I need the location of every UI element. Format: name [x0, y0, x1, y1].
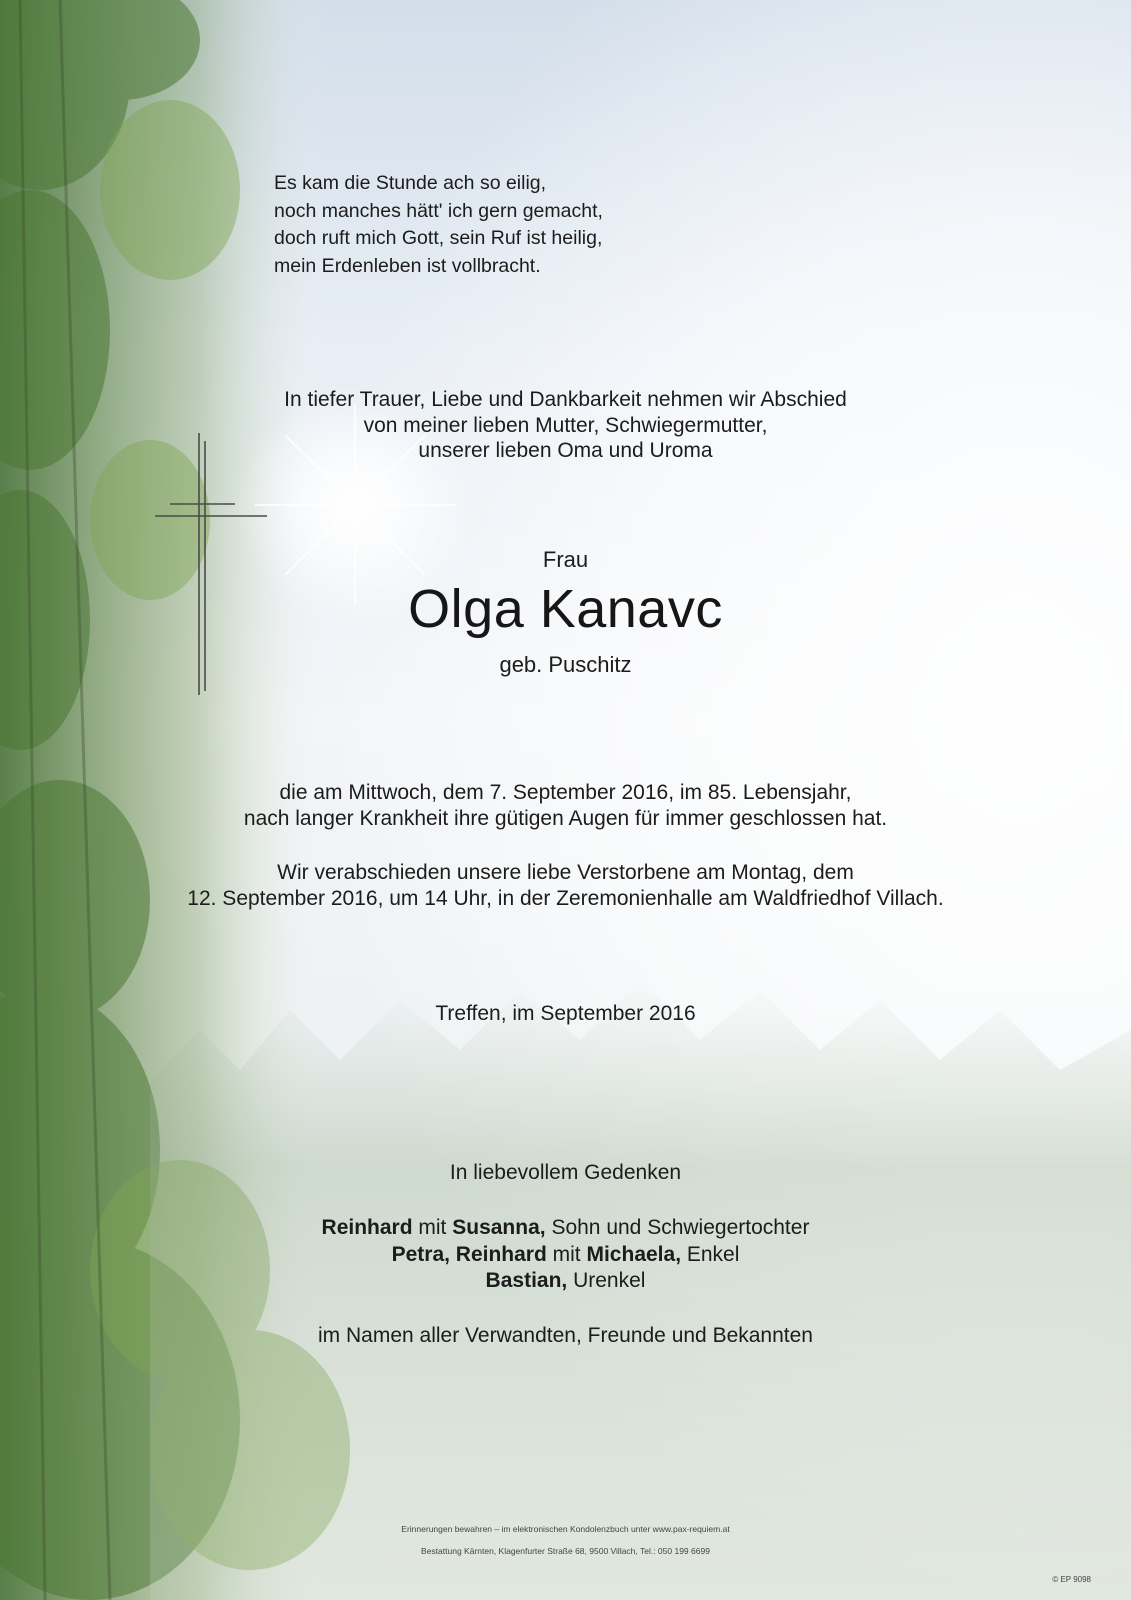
intro-line: In tiefer Trauer, Liebe und Dankbarkeit nehmen wir Abschied: [284, 388, 847, 411]
mourner-name: Michaela,: [586, 1242, 682, 1266]
deceased-name: Olga Kanavc: [408, 579, 723, 639]
mourner-separator: mit: [546, 1242, 587, 1266]
funeral-notice-line: Wir verabschieden unsere liebe Verstorbene am Montag, dem: [277, 861, 854, 884]
mourner-name: Reinhard: [321, 1216, 413, 1239]
poem-line: noch manches hätt' ich gern gemacht,: [274, 199, 603, 222]
death-notice-line: die am Mittwoch, dem 7. September 2016, im 85. Lebensjahr,: [279, 781, 852, 804]
mourner-name: Susanna,: [452, 1216, 546, 1239]
mourner-relation: Enkel: [681, 1242, 740, 1266]
poem: [274, 170, 603, 280]
death-notice: [0, 780, 1131, 832]
death-notice-line: nach langer Krankheit ihre gütigen Augen für immer geschlossen hat.: [243, 807, 888, 830]
document-code: © EP 9098: [1052, 1575, 1091, 1584]
closing-line: im Namen aller Verwandten, Freunde und Bekannten: [318, 1324, 813, 1347]
mourner-row: [0, 1242, 1131, 1269]
mourner-separator: mit: [412, 1216, 453, 1239]
mourner-row: [0, 1268, 1131, 1295]
funeral-notice-line: 12. September 2016, um 14 Uhr, in der Zeremonienhalle am Waldfriedhof Villach.: [187, 887, 944, 910]
mourner-name: Petra, Reinhard: [391, 1242, 547, 1266]
mourner-relation: Urenkel: [567, 1269, 646, 1292]
funeral-notice: [0, 860, 1131, 912]
mourner-name: Bastian,: [485, 1269, 568, 1292]
poem-line: mein Erdenleben ist vollbracht.: [274, 254, 541, 277]
intro-line: von meiner lieben Mutter, Schwiegermutter,: [363, 413, 768, 437]
intro-text: [0, 387, 1131, 464]
footer-line: Bestattung Kärnten, Klagenfurter Straße 68, 9500 Villach, Tel.: 050 199 6699: [421, 1546, 710, 1556]
mourners-list: [0, 1215, 1131, 1295]
mourner-row: [0, 1215, 1131, 1242]
maiden-name: geb. Puschitz: [499, 652, 632, 677]
poem-line: doch ruft mich Gott, sein Ruf ist heilig,: [274, 227, 603, 249]
footer: [0, 1518, 1131, 1562]
poem-line: Es kam die Stunde ach so eilig,: [274, 172, 547, 194]
mourner-relation: Sohn und Schwiegertochter: [545, 1216, 810, 1239]
memory-line: In liebevollem Gedenken: [449, 1161, 682, 1184]
place-date: Treffen, im September 2016: [435, 1002, 696, 1025]
footer-line: Erinnerungen bewahren – im elektronischen Kondolenzbuch unter www.pax-requiem.at: [401, 1524, 730, 1534]
salutation: Frau: [542, 547, 589, 572]
intro-line: unserer lieben Oma und Uroma: [418, 439, 713, 462]
